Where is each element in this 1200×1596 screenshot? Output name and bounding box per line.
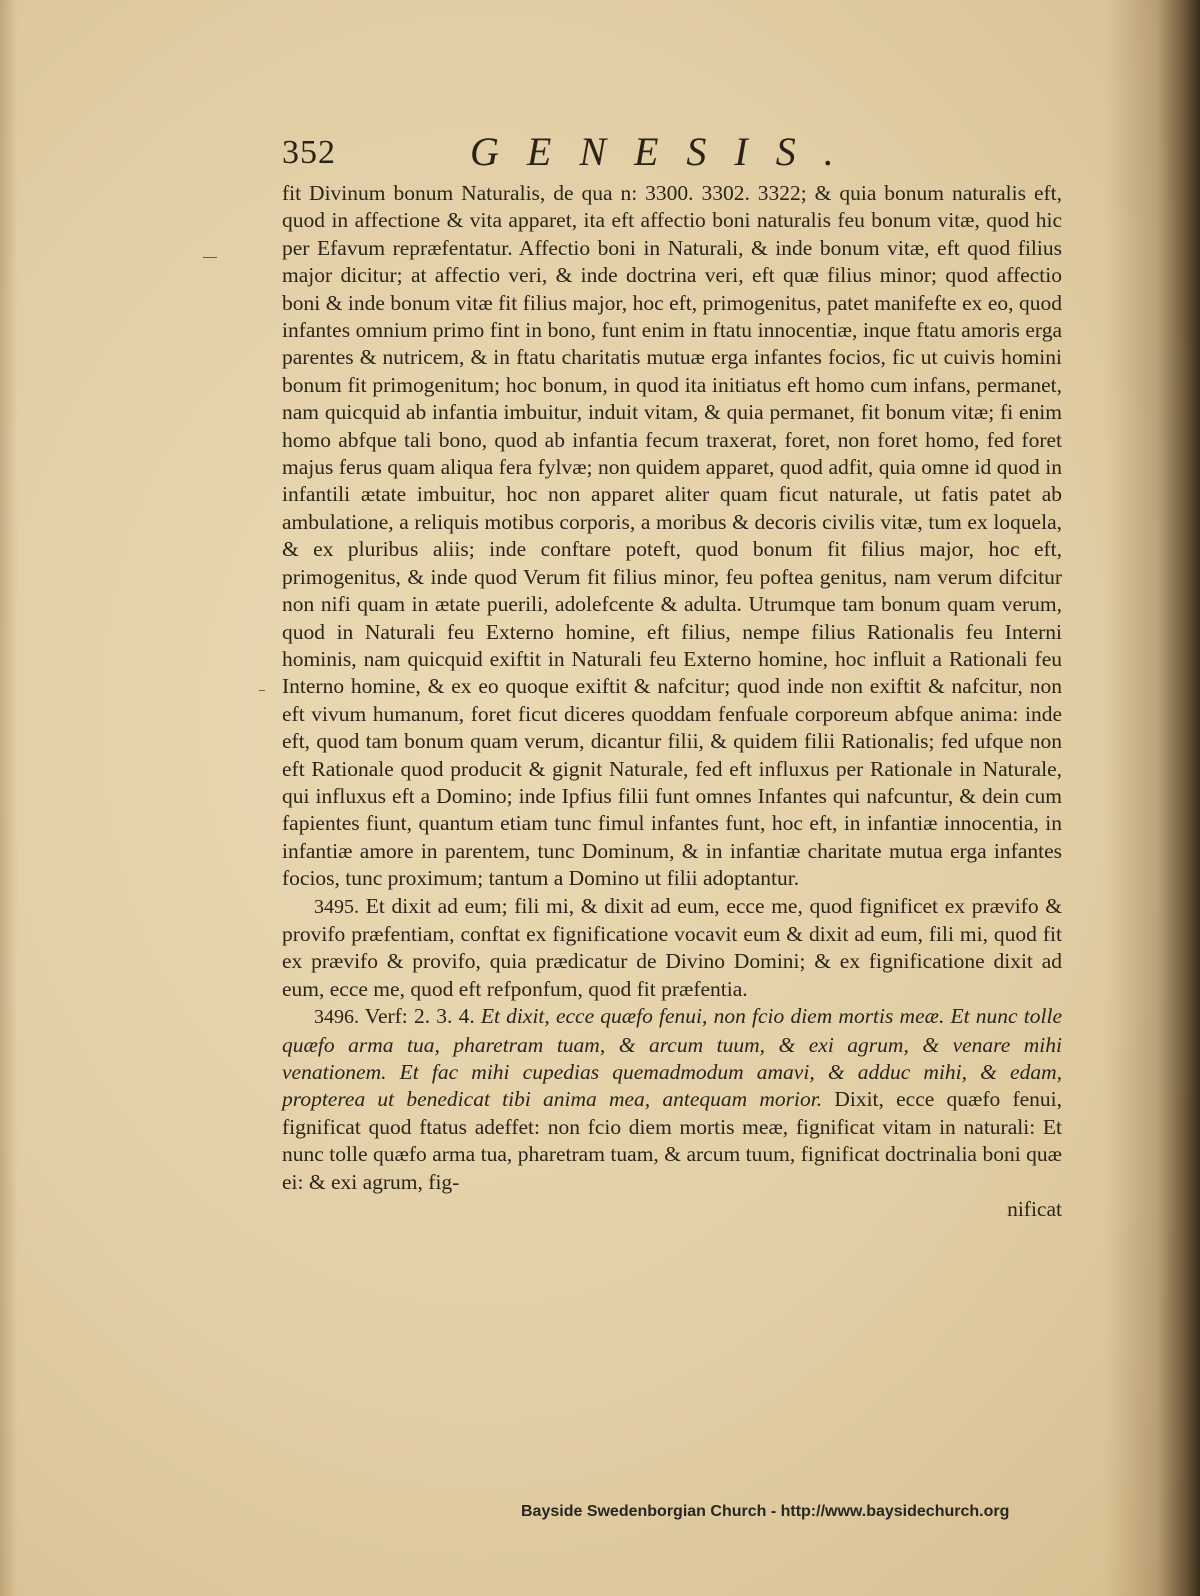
running-title: GENESIS. [470,129,862,174]
paragraph-continued: fit Divinum bonum Naturalis, de qua n: 3300. 3302. 3322; & quia bonum naturalis eft, quod in affectione & vita apparet, ita eft affectio boni naturalis feu bonum vitæ, quod hic per Efavum repræfentatur. Affectio boni in Naturali, & inde bonum vitæ, eft quod filius major dicitur; at affectio veri, & inde doctrina veri, eft quæ filius minor; quod affectio boni & inde bonum vitæ fit filius major, hoc eft, primogenitus, patet manifefte ex eo, quod infantes omnium primo fint in bono, funt enim in ftatu innocentiæ, inque ftatu amoris erga parentes & nutricem, & in ftatu charitatis mutuæ erga infantes focios, fic ut cuivis homini bonum fit primogenitum; hoc bonum, in quod ita initiatus eft homo cum infans, permanet, nam quicquid ab infantia imbuitur, induit vitam, & quia permanet, fit bonum vitæ; fi enim homo abfque tali bono, quod ab infantia fecum traxerat, foret, non foret homo, fed foret majus ferus quam aliqua fera fylvæ; non quidem apparet, quod adfit, quia omne id quod in infantili ætate imbuitur, hoc non apparet aliter quam ficut naturale, ut fatis patet ab ambulatione, a reliquis motibus corporis, a moribus & decoris civilis vitæ, tum ex loquela, & ex pluribus aliis; inde conftare poteft, quod bonum fit filius major, hoc eft, primogenitus, & inde quod Verum fit filius minor, feu poftea genitus, nam verum difcitur non nifi quam in ætate puerili, adolefcente & adulta. Utrumque tam bonum quam verum, quod in Naturali feu Externo homine, eft filius, nempe filius Rationalis feu Interni hominis, nam quicquid exiftit in Naturali feu Externo homine, hoc influit a Rationali feu Interno homine, & ex eo quoque exiftit & nafcitur; quod inde non exiftit & nafcitur, non eft vivum humanum, foret ficut diceres quoddam fenfuale corporeum abfque anima: inde eft, quod tam bonum quam verum, dicantur filii, & quidem filii Rationalis; fed ufque non eft Rationale quod producit & gignit Naturale, fed eft influxus per Rationale in Naturale, qui influxus eft a Domino; inde Ipfius filii funt omnes Infantes qui nafcuntur, & dein cum fapientes fiunt, quantum etiam tunc fimul infantes funt, hoc eft, in infantiæ innocentia, in infantiæ amore in parentem, tunc Dominum, & in infantiæ charitate mutua erga infantes focios, tunc proximum; tantum a Domino ut filii adoptantur. [282,181,1062,891]
paragraph-3495 [282,893,1062,1004]
scripture-quote: Et dixit, ecce quæfo fenui, non fcio diem mortis meæ. Et nunc tolle quæfo arma tua, pharetram tuam, & arcum tuum, & exi agrum, & venare mihi venationem. Et fac mihi cupedias quemadmodum amavi, & adduc mihi, & edam, propterea ut benedicat tibi anima mea, antequam morior. [282,1004,1062,1112]
paragraph-text: Dixit, ecce quæfo fenui, fignificat quod ftatus adeffet: non fcio diem mortis meæ, fignificat vitam in naturali: Et nunc tolle quæfo arma tua, pharetram tuam, & arcum tuum, fignificat doctrinalia boni quæ ei: & exi agrum, fig- [282,1087,1063,1194]
page-header [282,128,1082,188]
page-left-edge [0,0,18,1596]
body-text [282,180,1062,1223]
verse-reference: Verf: 2. 3. 4. [364,1004,475,1029]
margin-mark [203,257,217,258]
spine-shadow [1105,0,1200,1596]
paragraph-3496 [282,1003,1062,1196]
footer-credit: Bayside Swedenborgian Church - http://www.baysidechurch.org [521,1503,1010,1520]
page-number: 352 [282,134,336,171]
catchword: nificat [1007,1197,1062,1222]
paragraph-number: 3496. [314,1006,359,1029]
paragraph-number: 3495. [314,895,359,918]
paragraph-text: Et dixit ad eum; fili mi, & dixit ad eum, ecce me, quod fignificet ex prævifo & provifo præfentiam, conftat ex fignificatione vocavit eum & dixit ad eum, fili mi, quod fit ex prævifo & provifo, quia prædicatur de Divino Domini; & ex fignificatione dixit ad eum, ecce me, quod eft refponfum, quod fit præfentia. [282,893,1062,1001]
margin-mark [259,690,265,691]
